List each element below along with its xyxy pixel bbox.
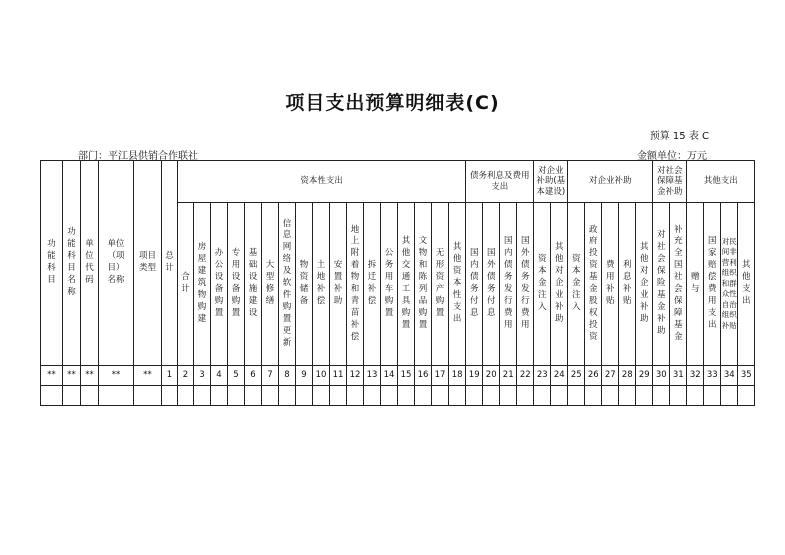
page-title: 项目支出预算明细表(C) bbox=[285, 92, 500, 114]
number-cell: 26 bbox=[585, 366, 602, 386]
header-cell: 物资储备 bbox=[296, 203, 313, 366]
number-cell: 20 bbox=[483, 366, 500, 386]
number-cell: 33 bbox=[704, 366, 721, 386]
group-header-row bbox=[41, 161, 755, 203]
number-cell: 9 bbox=[296, 366, 313, 386]
header-cell: 文物和陈列品购置 bbox=[415, 203, 432, 366]
empty-data-row bbox=[41, 386, 755, 406]
number-cell: 30 bbox=[653, 366, 670, 386]
number-cell: 4 bbox=[211, 366, 228, 386]
header-cell: 公务用车购置 bbox=[381, 203, 398, 366]
group-header-other: 其他支出 bbox=[687, 161, 755, 203]
number-cell: 13 bbox=[364, 366, 381, 386]
header-cell: 对社会保险基金补助 bbox=[653, 203, 670, 366]
number-cell: 3 bbox=[194, 366, 211, 386]
number-cell: 31 bbox=[670, 366, 687, 386]
group-header-enterprise: 对企业补助 bbox=[568, 161, 653, 203]
header-cell: 总计 bbox=[162, 161, 178, 366]
number-cell: 28 bbox=[619, 366, 636, 386]
header-cell: 大型修缮 bbox=[262, 203, 279, 366]
number-cell: 19 bbox=[466, 366, 483, 386]
header-cell: 合计 bbox=[178, 203, 194, 366]
form-number: 预算 15 表 C bbox=[649, 131, 709, 142]
header-cell: 国外债务发行费用 bbox=[517, 203, 534, 366]
number-cell: 34 bbox=[721, 366, 738, 386]
header-cell: 其他对企业补助 bbox=[636, 203, 653, 366]
number-cell: 27 bbox=[602, 366, 619, 386]
header-cell: 资本金注入 bbox=[534, 203, 551, 366]
header-cell: 功能科目名称 bbox=[63, 161, 81, 366]
number-cell: 14 bbox=[381, 366, 398, 386]
number-cell: 32 bbox=[687, 366, 704, 386]
number-cell: 17 bbox=[432, 366, 449, 386]
header-cell: 其他交通工具购置 bbox=[398, 203, 415, 366]
header-cell: 安置补助 bbox=[330, 203, 347, 366]
header-cell: 政府投资基金股权投资 bbox=[585, 203, 602, 366]
number-cell: 1 bbox=[162, 366, 178, 386]
number-cell: 2 bbox=[178, 366, 194, 386]
header-cell: 功能科目 bbox=[41, 161, 63, 366]
department-label: 部门：平江县供销合作联社 bbox=[78, 151, 198, 162]
header-cell: 地上附着物和青苗补偿 bbox=[347, 203, 364, 366]
number-cell: 12 bbox=[347, 366, 364, 386]
number-cell: 22 bbox=[517, 366, 534, 386]
number-cell: ** bbox=[63, 366, 81, 386]
amount-unit-label: 金额单位：万元 bbox=[637, 151, 707, 162]
number-cell: ** bbox=[99, 366, 134, 386]
number-cell: 25 bbox=[568, 366, 585, 386]
number-cell: 8 bbox=[279, 366, 296, 386]
number-cell: 21 bbox=[500, 366, 517, 386]
group-header-capital: 资本性支出 bbox=[178, 161, 466, 203]
group-header-debt: 债务利息及费用支出 bbox=[466, 161, 534, 203]
number-cell: 6 bbox=[245, 366, 262, 386]
header-cell: 项目类型 bbox=[134, 161, 162, 366]
header-cell: 国外债务付息 bbox=[483, 203, 500, 366]
header-cell: 其他资本性支出 bbox=[449, 203, 466, 366]
header-cell: 专用设备购置 bbox=[228, 203, 245, 366]
number-cell: 7 bbox=[262, 366, 279, 386]
header-cell: 拆迁补偿 bbox=[364, 203, 381, 366]
number-cell: 24 bbox=[551, 366, 568, 386]
header-cell: 国内债务付息 bbox=[466, 203, 483, 366]
header-cell: 国内债务发行费用 bbox=[500, 203, 517, 366]
number-cell: 5 bbox=[228, 366, 245, 386]
number-cell: 35 bbox=[738, 366, 755, 386]
header-cell: 国家赔偿费用支出 bbox=[704, 203, 721, 366]
number-cell: ** bbox=[134, 366, 162, 386]
number-cell: 11 bbox=[330, 366, 347, 386]
header-cell: 资本金注入 bbox=[568, 203, 585, 366]
column-number-row bbox=[41, 366, 755, 386]
header-cell: 房屋建筑物购建 bbox=[194, 203, 211, 366]
budget-detail-table bbox=[40, 160, 755, 406]
header-cell: 费用补贴 bbox=[602, 203, 619, 366]
header-cell: 赠与 bbox=[687, 203, 704, 366]
header-cell: 补充全国社会保障基金 bbox=[670, 203, 687, 366]
header-cell: 单位（项目）名称 bbox=[99, 161, 134, 366]
number-cell: 23 bbox=[534, 366, 551, 386]
header-cell: 信息网络及软件购置更新 bbox=[279, 203, 296, 366]
header-cell: 其他支出 bbox=[738, 203, 755, 366]
number-cell: 29 bbox=[636, 366, 653, 386]
header-cell: 无形资产购置 bbox=[432, 203, 449, 366]
header-cell: 基础设施建设 bbox=[245, 203, 262, 366]
header-cell: 土地补偿 bbox=[313, 203, 330, 366]
number-cell: ** bbox=[41, 366, 63, 386]
number-cell: 18 bbox=[449, 366, 466, 386]
number-cell: 10 bbox=[313, 366, 330, 386]
group-header-enterprise-capital: 对企业补助(基本建设) bbox=[534, 161, 568, 203]
group-header-social-security: 对社会保障基金补助 bbox=[653, 161, 687, 203]
header-cell: 办公设备购置 bbox=[211, 203, 228, 366]
header-cell: 对民间非营利组织和群众性自治组织补贴 bbox=[721, 203, 738, 366]
header-cell: 利息补贴 bbox=[619, 203, 636, 366]
number-cell: 16 bbox=[415, 366, 432, 386]
number-cell: ** bbox=[81, 366, 99, 386]
header-cell: 其他对企业补助 bbox=[551, 203, 568, 366]
header-cell: 单位代码 bbox=[81, 161, 99, 366]
number-cell: 15 bbox=[398, 366, 415, 386]
